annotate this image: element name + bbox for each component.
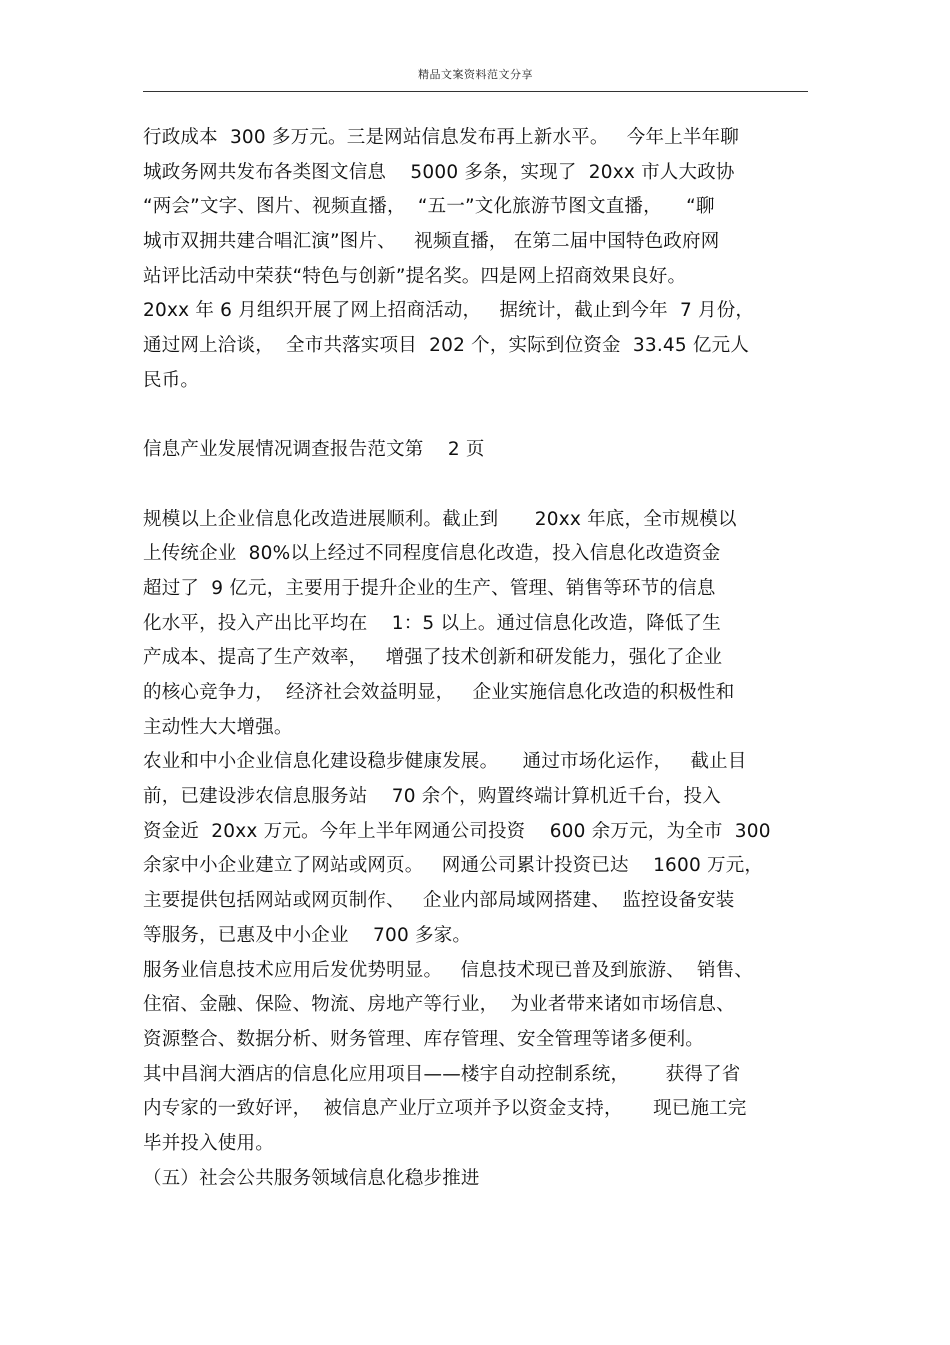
text-line: 内专家的一致好评， 被信息产业厅立项并予以资金支持， 现已施工完 [143,1098,747,1120]
text-line: 上传统企业 80%以上经过不同程度信息化改造，投入信息化改造资金 [143,543,721,565]
text-line: 化水平，投入产出比平均在 1：5 以上。通过信息化改造，降低了生 [143,612,721,634]
text-line: “两会”文字、图片、视频直播， “五一”文化旅游节图文直播， “聊 [143,196,715,218]
text-line: 等服务，已惠及中小企业 700 多家。 [143,924,472,946]
text-line: 毕并投入使用。 [143,1132,274,1154]
subsection-title: （五）社会公共服务领域信息化稳步推进 [143,1167,480,1189]
text-line: 超过了 9 亿元，主要用于提升企业的生产、管理、销售等环节的信息 [143,577,716,599]
blank-line [143,468,813,503]
header-title: 精品文案资料范文分享 [418,68,533,81]
document-body [143,121,813,1196]
text-line: 主动性大大增强。 [143,716,293,738]
text-line: 的核心竞争力， 经济社会效益明显， 企业实施信息化改造的积极性和 [143,682,735,703]
text-line: 主要提供包括网站或网页制作、 企业内部局域网搭建、 监控设备安装 [143,890,735,912]
paragraph-administrative-cost [143,121,813,399]
page-header [143,60,808,92]
paragraph-agriculture-sme [143,745,813,953]
paragraph-enterprise-informatization [143,503,813,746]
text-line: 农业和中小企业信息化建设稳步健康发展。 通过市场化运作， 截止目 [143,751,747,773]
text-line: 行政成本 300 多万元。三是网站信息发布再上新水平。 今年上半年聊 [143,127,739,148]
text-line: 产成本、提高了生产效率， 增强了技术创新和研发能力，强化了企业 [143,647,723,669]
text-line: 资金近 20xx 万元。今年上半年网通公司投资 600 余万元，为全市 300 [143,820,771,842]
text-line: 民币。 [143,369,200,391]
text-line: 城政务网共发布各类图文信息 5000 多条，实现了 20xx 市人大政协 [143,161,735,183]
text-line: 余家中小企业建立了网站或网页。 网通公司累计投资已达 1600 万元， [143,855,764,877]
paragraph-service-industry [143,954,813,1162]
section-title: 信息产业发展情况调查报告范文第 2 页 [143,439,485,461]
text-line: 前，已建设涉农信息服务站 70 余个，购置终端计算机近千台，投入 [143,786,721,808]
text-line: 20xx 年 6 月组织开展了网上招商活动， 据统计，截止到今年 7 月份， [143,300,755,322]
text-line: 住宿、金融、保险、物流、房地产等行业， 为业者带来诸如市场信息、 [143,994,735,1016]
text-line: 站评比活动中荣获“特色与创新”提名奖。四是网上招商效果良好。 [143,265,687,287]
text-line: 资源整合、数据分析、财务管理、库存管理、安全管理等诸多便利。 [143,1028,705,1050]
text-line: 服务业信息技术应用后发优势明显。 信息技术现已普及到旅游、 销售、 [143,959,754,981]
text-line: 通过网上洽谈， 全市共落实项目 202 个，实际到位资金 33.45 亿元人 [143,335,750,357]
text-line: 规模以上企业信息化改造进展顺利。截止到 20xx 年底，全市规模以 [143,508,737,530]
text-line: 城市双拥共建合唱汇演”图片、 视频直播， 在第二届中国特色政府网 [143,231,720,253]
blank-line [143,399,813,434]
text-line: 其中昌润大酒店的信息化应用项目——楼宇自动控制系统， 获得了省 [143,1063,741,1085]
